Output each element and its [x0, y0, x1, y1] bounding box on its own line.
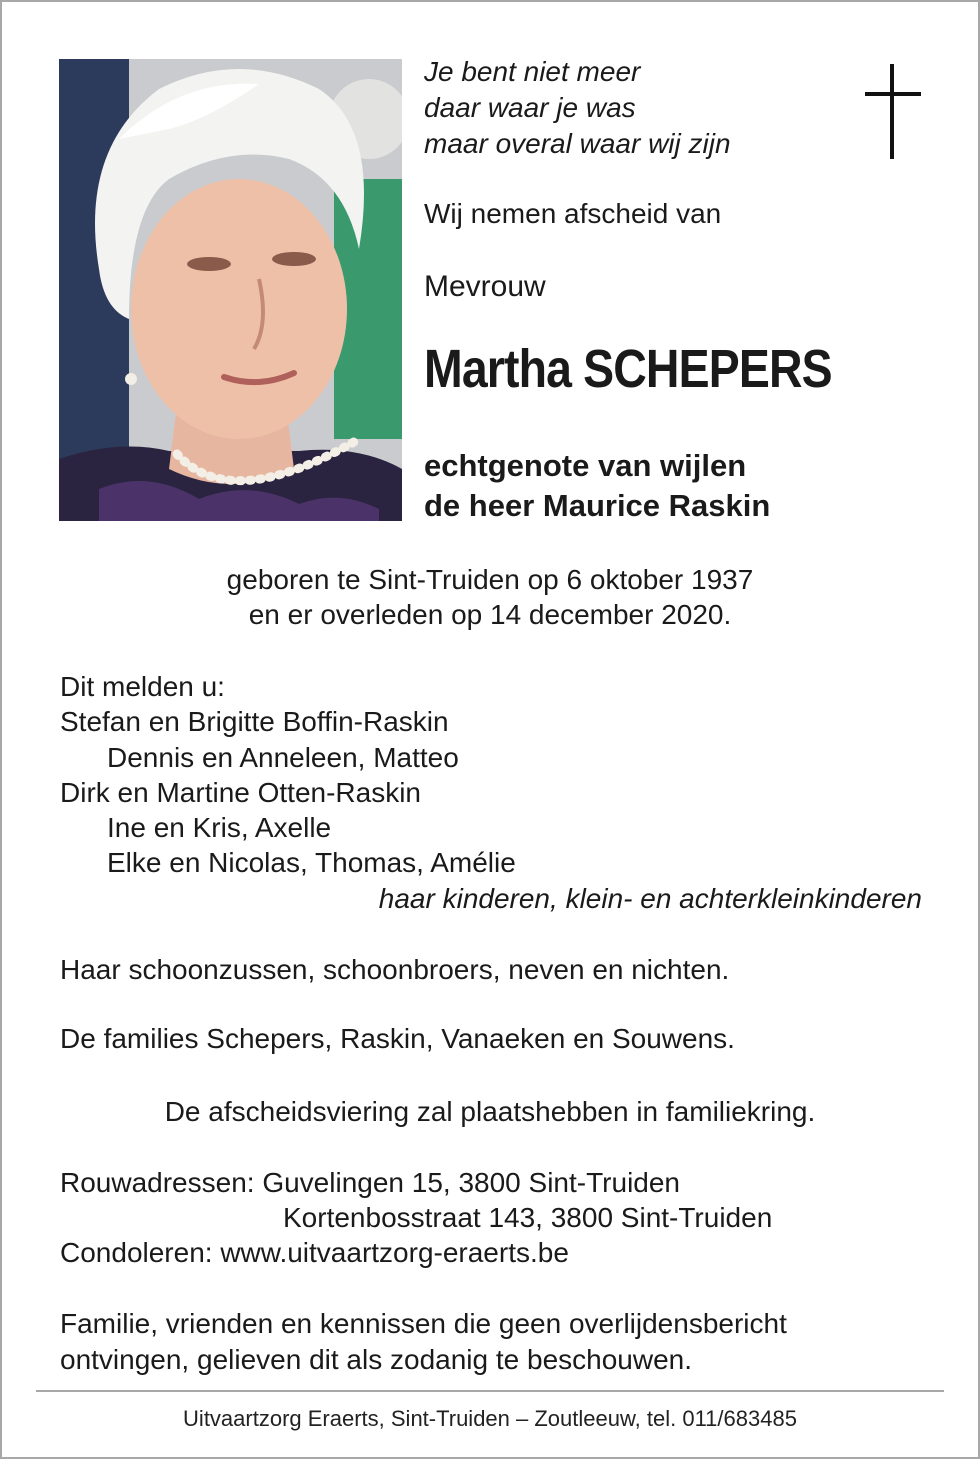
- spouse-line: de heer Maurice Raskin: [424, 488, 771, 523]
- notice-line: Familie, vrienden en kennissen die geen overlijdensbericht: [60, 1308, 787, 1339]
- portrait-illustration: [59, 59, 402, 521]
- salutation: Mevrouw: [424, 270, 546, 303]
- family-heading: Dit melden u:: [60, 671, 225, 702]
- address-line: Rouwadressen: Guvelingen 15, 3800 Sint-Truiden: [60, 1167, 681, 1198]
- portrait-photo: [59, 59, 402, 521]
- condolences-text: Condoleren: www.uitvaartzorg-eraerts.be: [60, 1237, 569, 1268]
- poem-line: daar waar je was: [424, 92, 636, 123]
- family-member: Stefan en Brigitte Boffin-Raskin: [60, 706, 449, 738]
- notice-line: ontvingen, gelieven dit als zodanig te beschouwen.: [60, 1344, 692, 1375]
- birth-death-info: [0, 562, 980, 632]
- family-list: [60, 669, 922, 916]
- funeral-home-footer: Uitvaartzorg Eraerts, Sint-Truiden – Zoutleeuw, tel. 011/683485: [183, 1406, 797, 1431]
- relatives-text: Haar schoonzussen, schoonbroers, neven en nichten.: [60, 954, 730, 985]
- cross-horizontal-bar: [865, 92, 921, 96]
- families-text: De families Schepers, Raskin, Vanaeken en Souwens.: [60, 1023, 735, 1054]
- death-line: en er overleden op 14 december 2020.: [248, 599, 732, 630]
- poem-line: Je bent niet meer: [424, 56, 641, 87]
- poem: [424, 54, 731, 162]
- family-member: Ine en Kris, Axelle: [107, 812, 332, 844]
- intro-text: Wij nemen afscheid van: [424, 198, 722, 229]
- footer-divider: [36, 1390, 944, 1392]
- family-member: Dirk en Martine Otten-Raskin: [60, 776, 422, 808]
- ceremony-text: De afscheidsviering zal plaatshebben in familiekring.: [164, 1096, 816, 1127]
- birth-line: geboren te Sint-Truiden op 6 oktober 1937: [226, 564, 754, 595]
- spouse-info: [424, 446, 770, 526]
- family-relation: haar kinderen, klein- en achterkleinkinderen: [378, 882, 922, 914]
- cross-icon: [865, 64, 921, 159]
- cross-vertical-bar: [890, 64, 894, 159]
- deceased-name: Martha SCHEPERS: [424, 339, 832, 399]
- family-member: Elke en Nicolas, Thomas, Amélie: [107, 847, 516, 879]
- poem-line: maar overal waar wij zijn: [424, 128, 731, 159]
- address-line: Kortenbosstraat 143, 3800 Sint-Truiden: [283, 1202, 773, 1233]
- spouse-line: echtgenote van wijlen: [424, 448, 747, 483]
- family-member: Dennis en Anneleen, Matteo: [107, 741, 459, 773]
